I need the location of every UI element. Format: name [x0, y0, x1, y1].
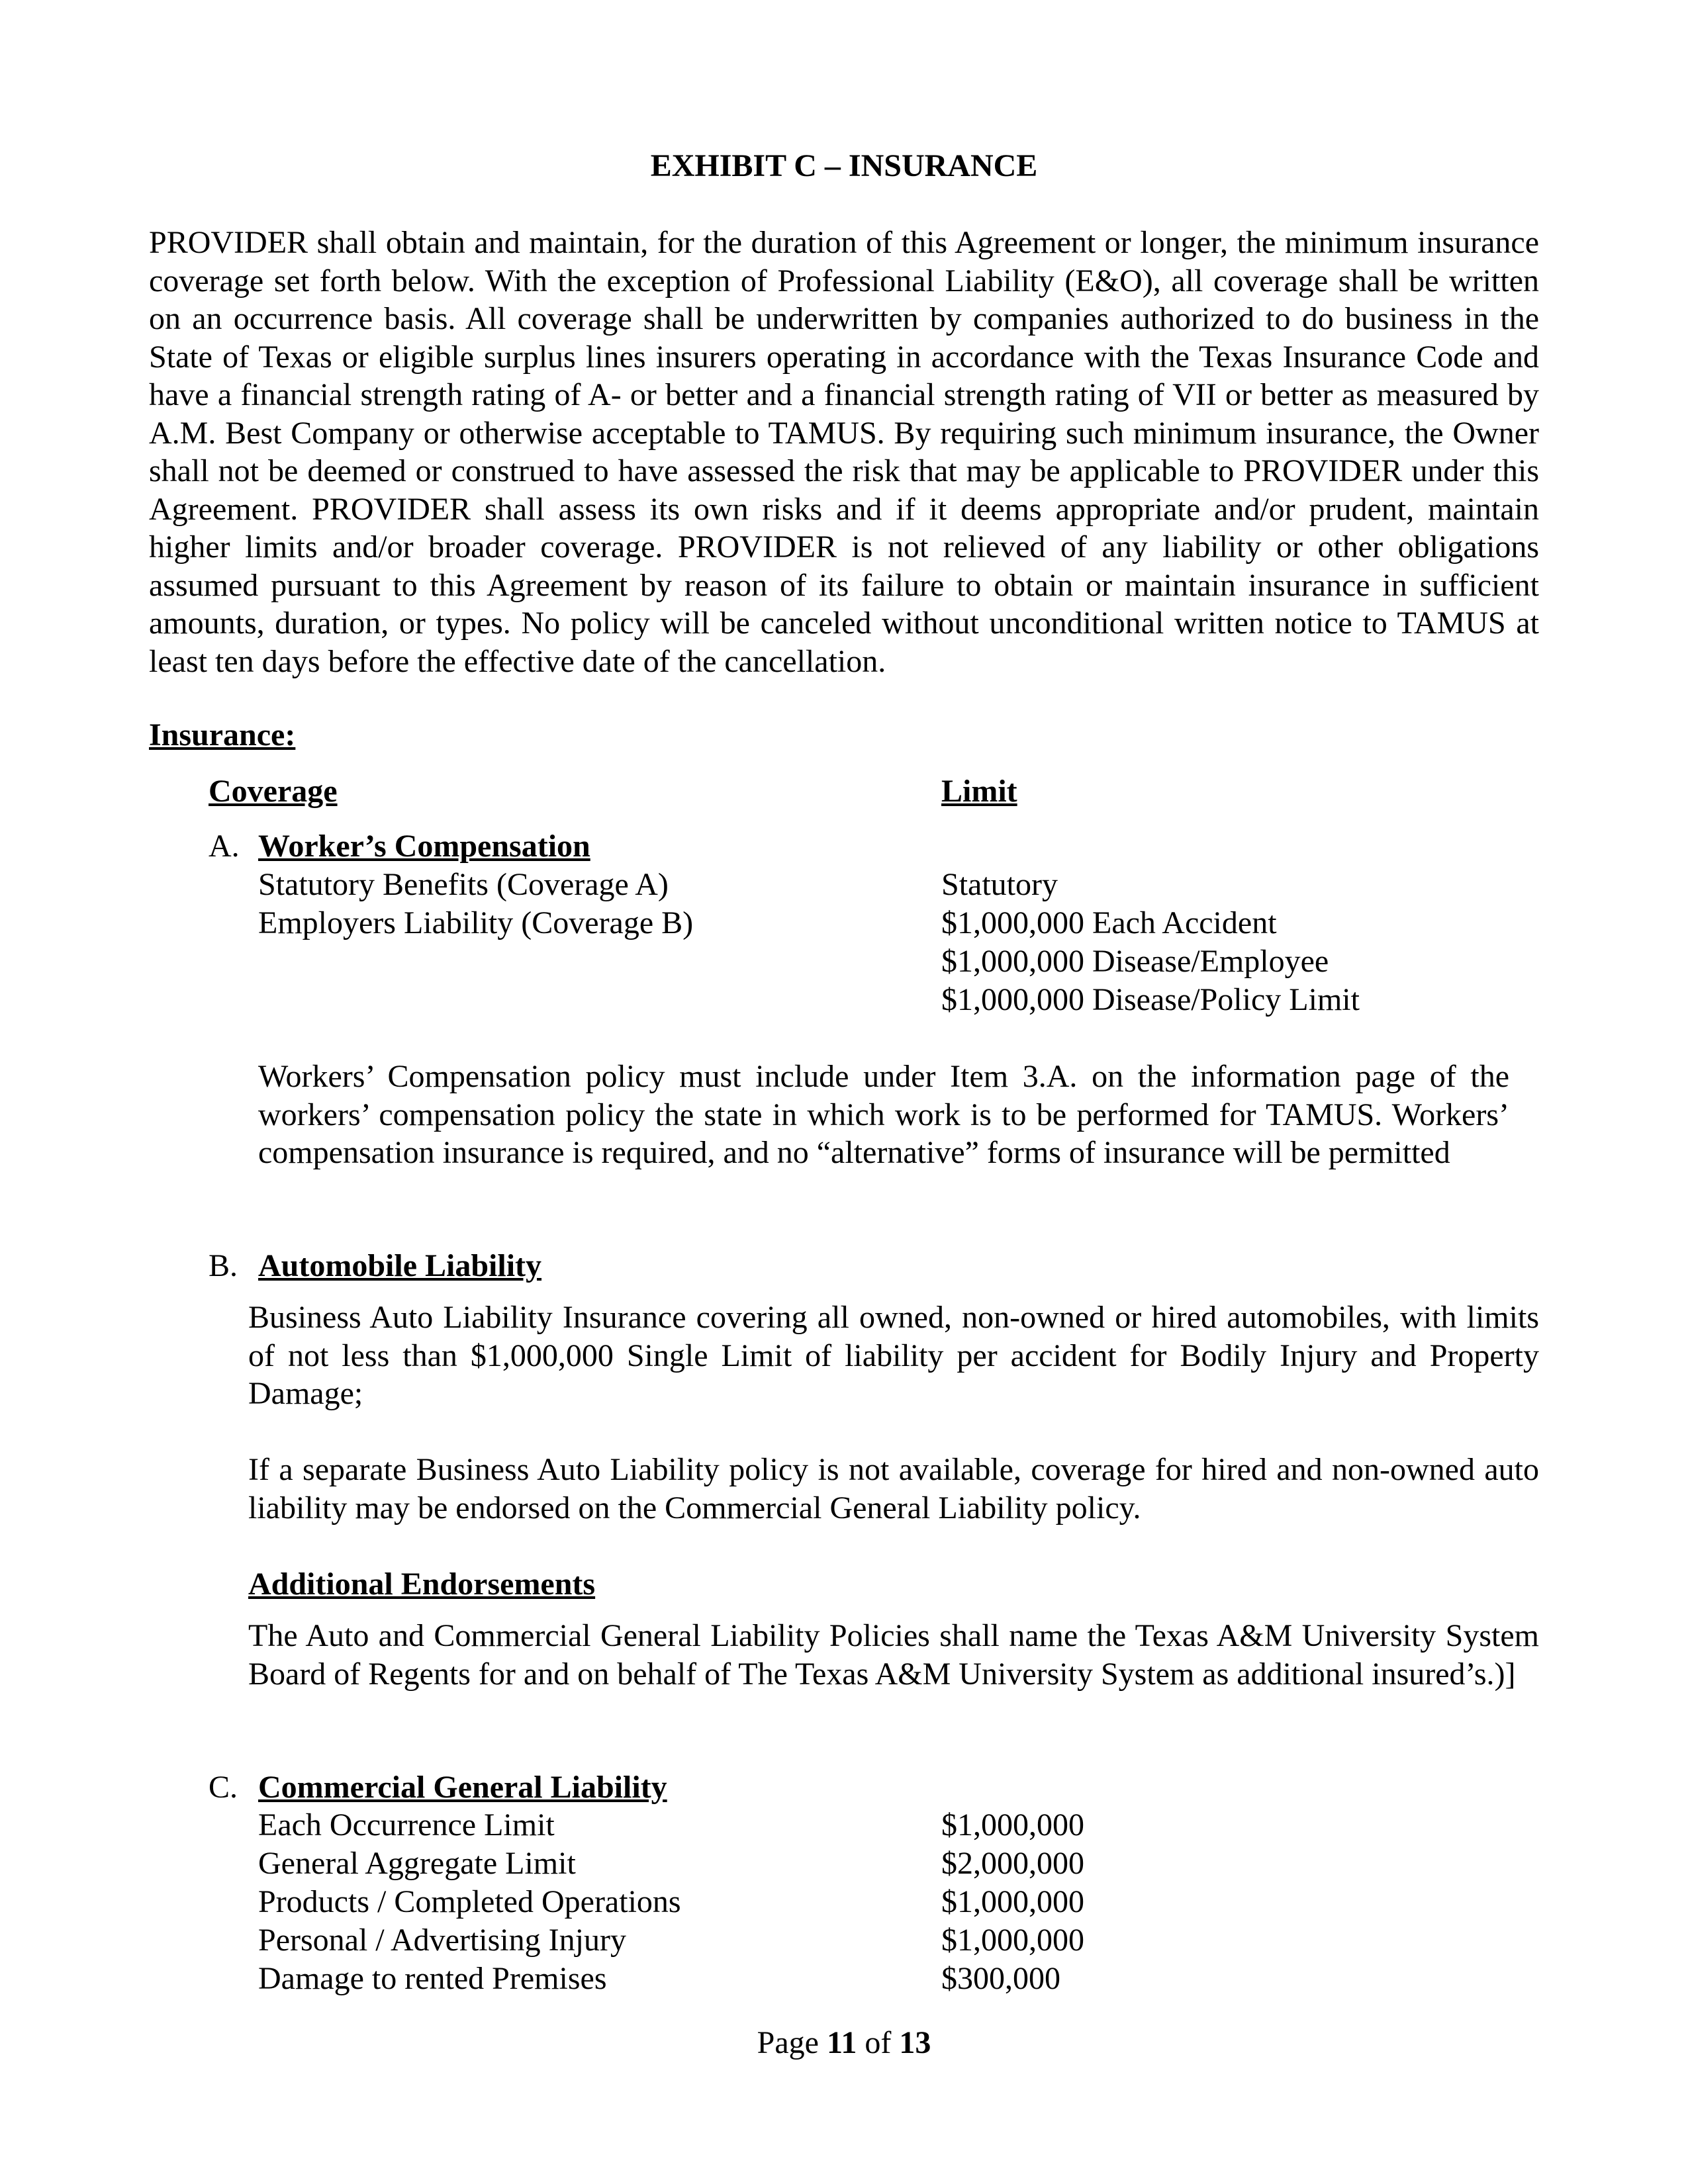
- section-c-row-limit: $1,000,000: [941, 1807, 1084, 1843]
- page-number: [0, 2024, 1688, 2062]
- page-number-total: 13: [899, 2025, 931, 2060]
- page-number-current: 11: [826, 2025, 857, 2060]
- section-c-row-limit: $1,000,000: [941, 1923, 1084, 1958]
- section-b-letter: B.: [209, 1248, 238, 1283]
- section-a-row-limit: $1,000,000 Disease/Policy Limit: [941, 982, 1360, 1017]
- section-c-row-limit: $1,000,000: [941, 1884, 1084, 1919]
- section-b-title: Automobile Liability: [258, 1248, 542, 1283]
- section-c-letter: C.: [209, 1770, 238, 1805]
- section-a-row-limit: Statutory: [941, 867, 1058, 902]
- section-b-paragraph-2: If a separate Business Auto Liability policy is not available, coverage for hired and non-owned auto liability may be endorsed on the Commercial General Liability policy.: [248, 1452, 1539, 1525]
- coverage-column-header: Coverage: [209, 774, 338, 809]
- page-number-of: of: [865, 2025, 892, 2060]
- additional-endorsements-text: The Auto and Commercial General Liability Policies shall name the Texas A&M University System Board of Regents for and on behalf of The Texas A&M University System as additional insured’s.)]: [248, 1618, 1539, 1692]
- section-a-letter: A.: [209, 829, 240, 864]
- section-a-row-label: Statutory Benefits (Coverage A): [258, 867, 669, 902]
- section-a-note: Workers’ Compensation policy must include under Item 3.A. on the information page of the workers’ compensation policy the state in which work is to be performed for TAMUS. Workers’ compensation insurance is required, and no “alternative” forms of insurance will be permitted: [258, 1059, 1509, 1170]
- section-c-row-limit: $300,000: [941, 1961, 1060, 1996]
- section-c-row-label: General Aggregate Limit: [258, 1846, 576, 1881]
- additional-endorsements-heading: Additional Endorsements: [248, 1567, 596, 1602]
- page-number-prefix: Page: [757, 2025, 819, 2060]
- document-title: EXHIBIT C – INSURANCE: [650, 148, 1038, 183]
- section-a-row-limit: $1,000,000 Disease/Employee: [941, 944, 1329, 979]
- section-a-row-label: Employers Liability (Coverage B): [258, 905, 694, 940]
- section-c-row-label: Personal / Advertising Injury: [258, 1923, 626, 1958]
- section-c-title: Commercial General Liability: [258, 1770, 667, 1805]
- section-c-row-label: Damage to rented Premises: [258, 1961, 607, 1996]
- section-a-row-limit: $1,000,000 Each Accident: [941, 905, 1277, 940]
- section-c-row-label: Products / Completed Operations: [258, 1884, 681, 1919]
- limit-column-header: Limit: [941, 774, 1017, 809]
- intro-paragraph: PROVIDER shall obtain and maintain, for the duration of this Agreement or longer, the minimum insurance coverage set forth below. With the exception of Professional Liability (E&O), all coverage shall be written on an occurrence basis. All coverage shall be underwritten by companies authorized to do business in the State of Texas or eligible surplus lines insurers operating in accordance with the Texas Insurance Code and have a financial strength rating of A- or better and a financial strength rating of VII or better as measured by A.M. Best Company or otherwise acceptable to TAMUS. By requiring such minimum insurance, the Owner shall not be deemed or construed to have assessed the risk that may be applicable to PROVIDER under this Agreement. PROVIDER shall assess its own risks and if it deems appropriate and/or prudent, maintain higher limits and/or broader coverage. PROVIDER is not relieved of any liability or other obligations assumed pursuant to this Agreement by reason of its failure to obtain or maintain insurance in sufficient amounts, duration, or types. No policy will be canceled without unconditional written notice to TAMUS at least ten days before the effective date of the cancellation.: [149, 225, 1539, 679]
- section-a-title: Worker’s Compensation: [258, 829, 590, 864]
- section-b-paragraph-1: Business Auto Liability Insurance covering all owned, non-owned or hired automobiles, with limits of not less than $1,000,000 Single Limit of liability per accident for Bodily Injury and Property Damage;: [248, 1300, 1539, 1411]
- insurance-heading: Insurance:: [149, 717, 296, 752]
- section-c-row-limit: $2,000,000: [941, 1846, 1084, 1881]
- section-c-row-label: Each Occurrence Limit: [258, 1807, 555, 1843]
